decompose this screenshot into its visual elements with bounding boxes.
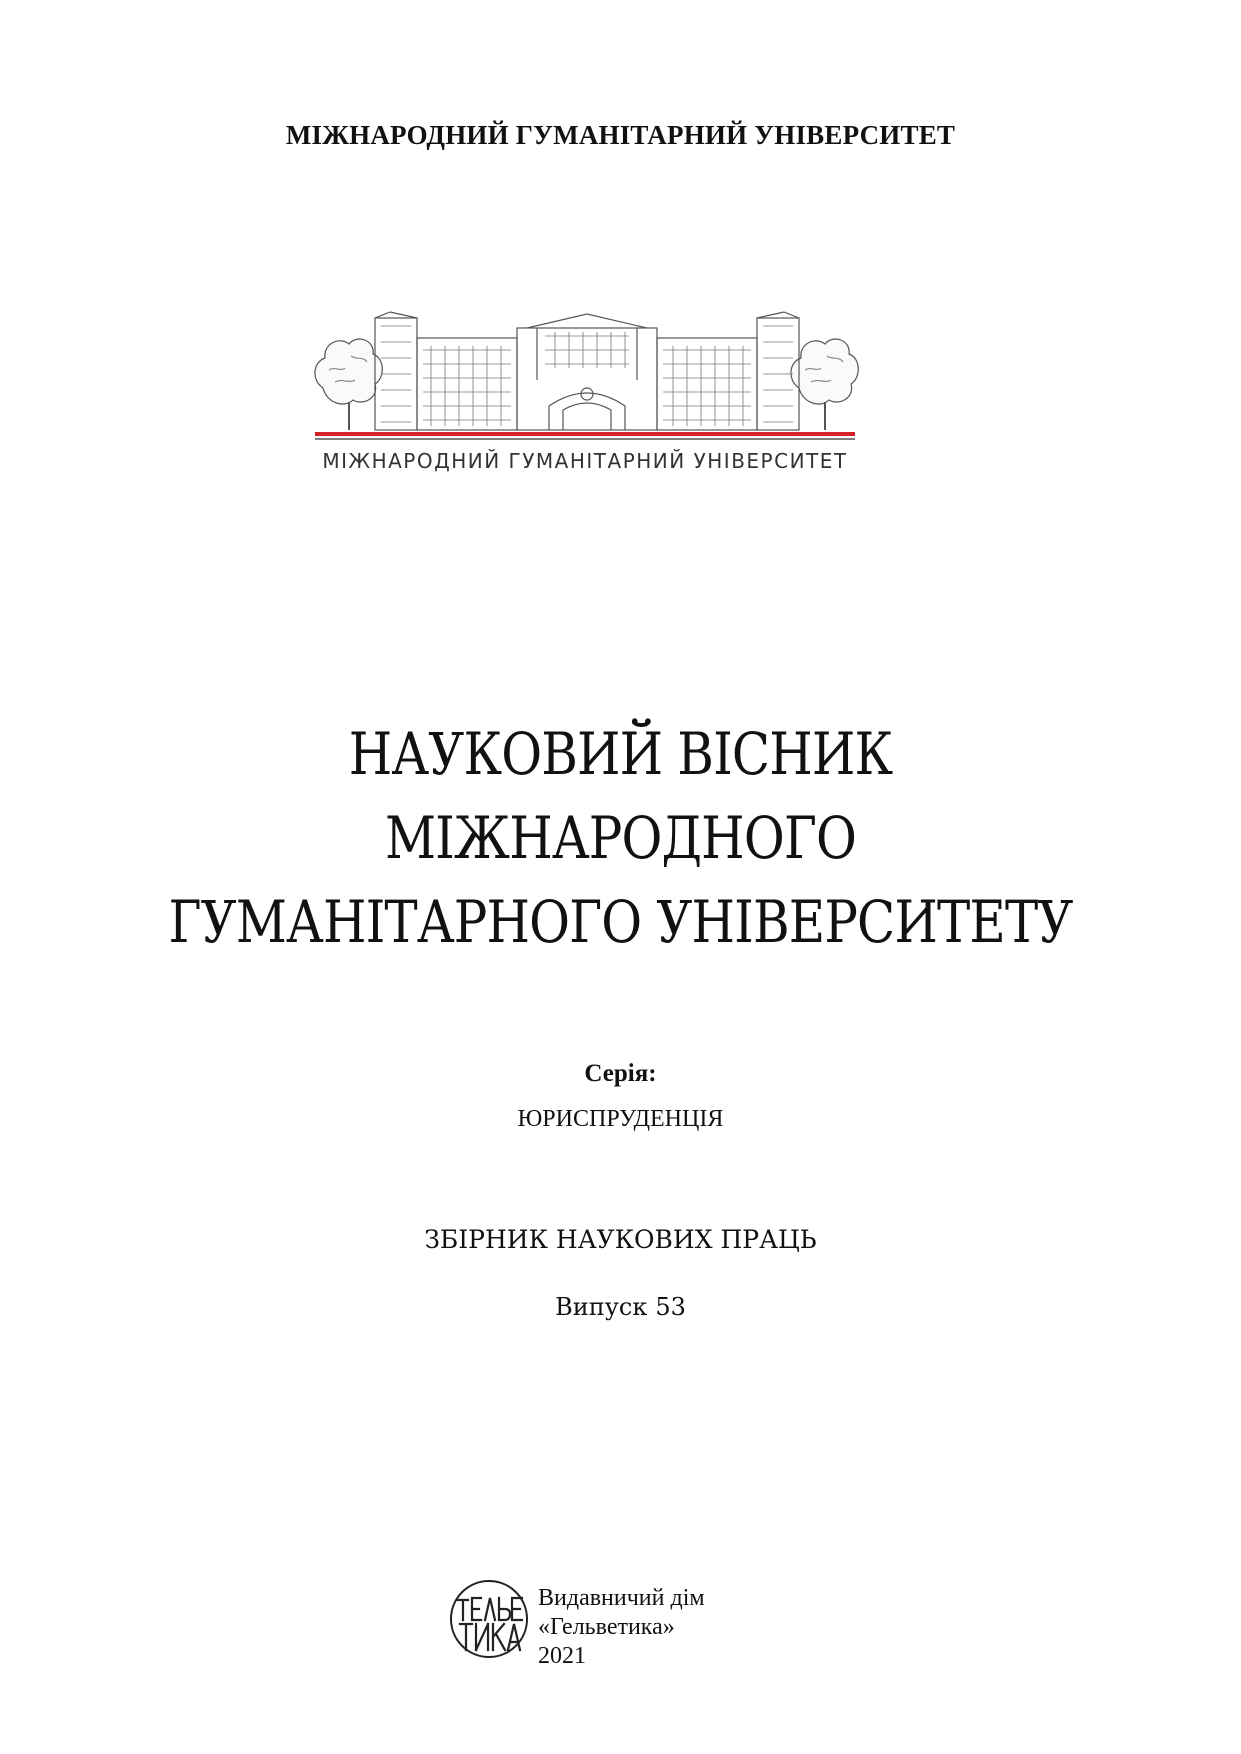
issue-label: Випуск — [555, 1293, 648, 1321]
publisher-name-line-1: Видавничий дім — [538, 1585, 705, 1611]
left-tree-icon — [315, 339, 382, 430]
university-name-header: МІЖНАРОДНИЙ ГУМАНІТАРНИЙ УНІВЕРСИТЕТ — [285, 120, 956, 150]
collection-label: ЗБІРНИК НАУКОВИХ ПРАЦЬ — [424, 1225, 817, 1254]
journal-title-line-2: МІЖНАРОДНОГО — [384, 804, 857, 872]
series-name: ЮРИСПРУДЕНЦІЯ — [517, 1106, 724, 1132]
logo-caption: МІЖНАРОДНИЙ ГУМАНІТАРНИЙ УНІВЕРСИТЕТ — [322, 449, 848, 473]
building-windows — [381, 326, 793, 426]
issue-number: 53 — [655, 1293, 686, 1321]
journal-title-line-1: НАУКОВИЙ ВІСНИК — [348, 720, 893, 788]
publisher-info — [538, 1584, 705, 1671]
university-building-icon — [315, 312, 858, 430]
series-label: Серія: — [584, 1060, 657, 1087]
publication-year: 2021 — [538, 1643, 586, 1669]
university-building-logo — [305, 310, 865, 515]
helvetica-publisher-logo-icon — [448, 1578, 530, 1660]
right-tree-icon — [791, 339, 858, 430]
issue-line — [0, 1293, 1241, 1321]
journal-title — [0, 712, 1241, 964]
publisher-name-line-2: «Гельветика» — [538, 1614, 675, 1640]
journal-title-line-3: ГУМАНІТАРНОГО УНІВЕРСИТЕТУ — [168, 888, 1073, 956]
